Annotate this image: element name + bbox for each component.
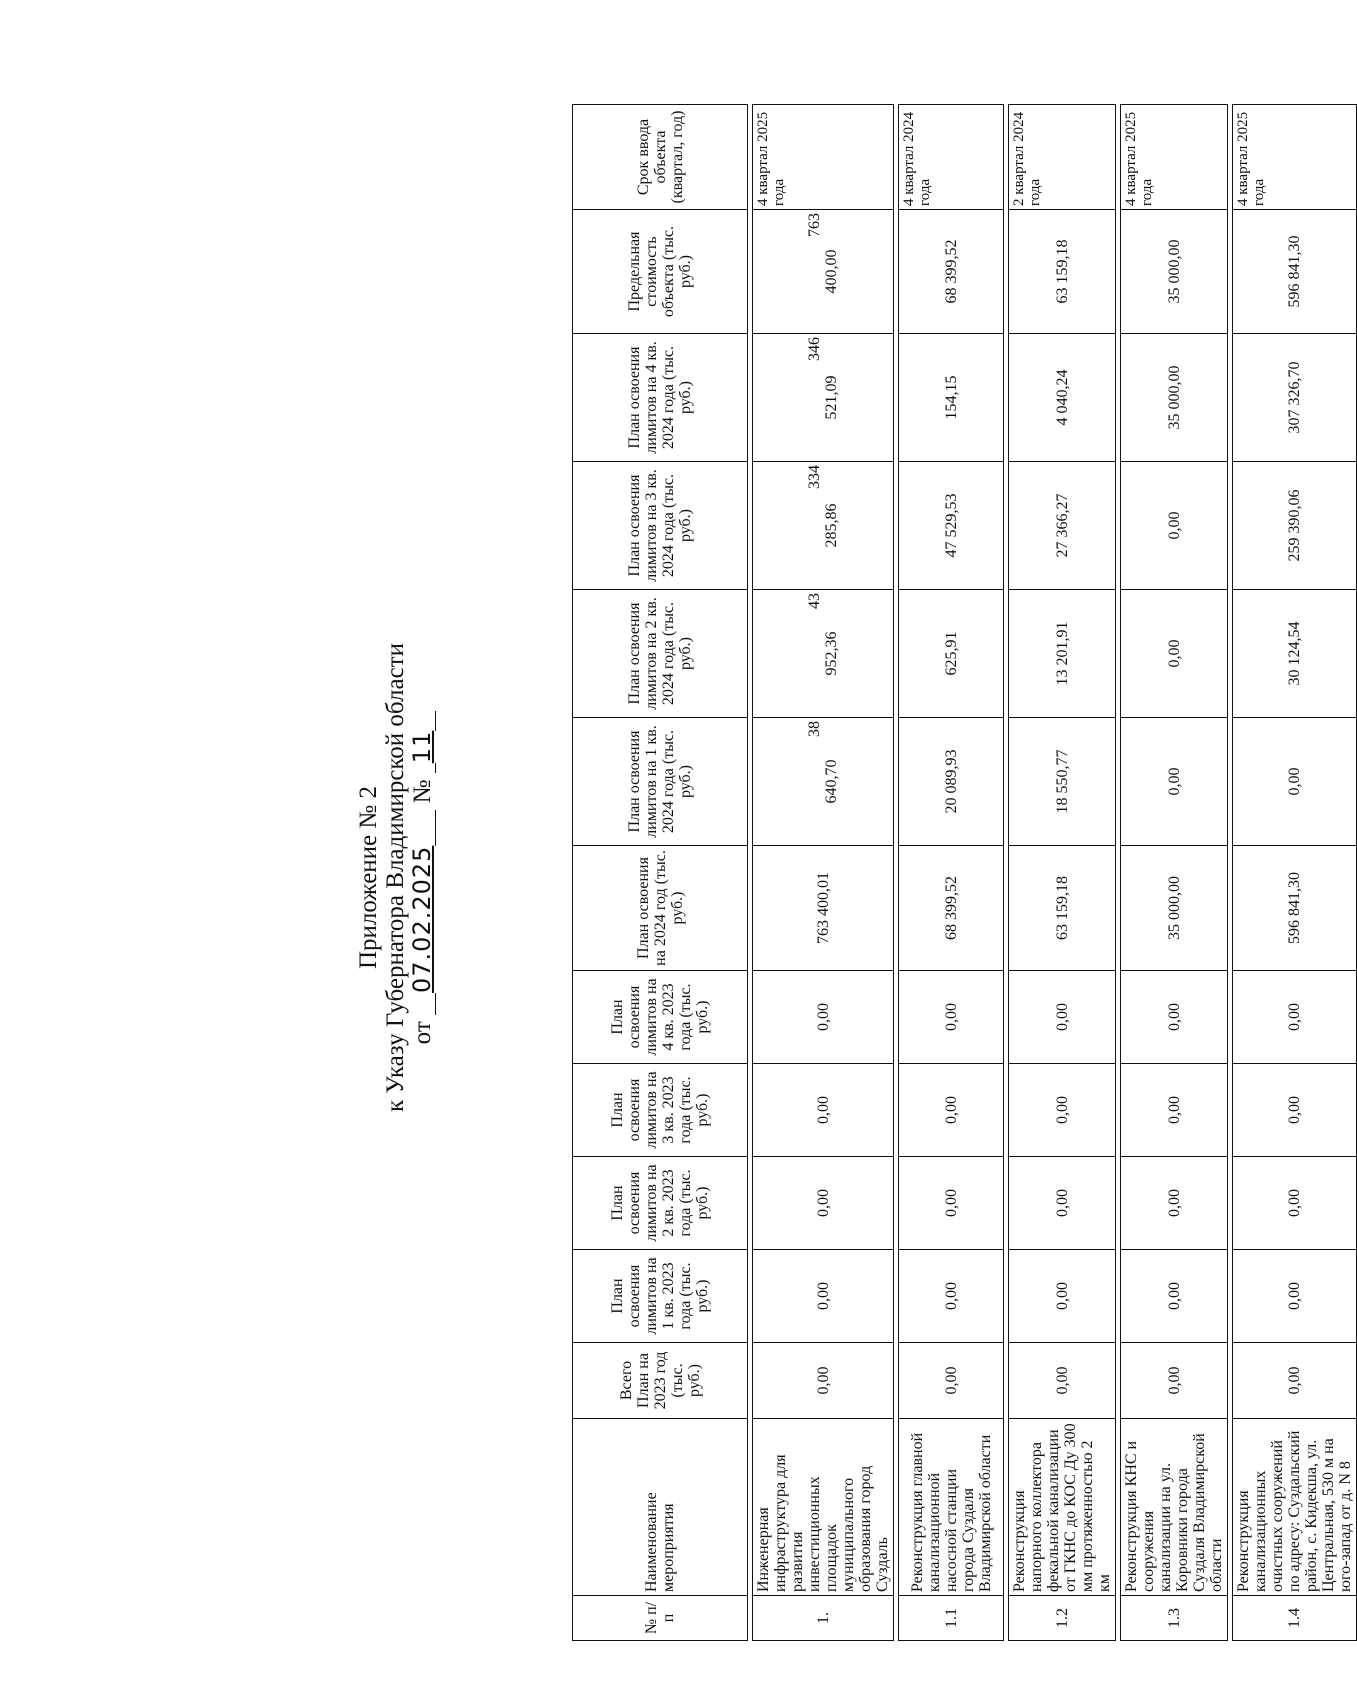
measure-name: Инженерная инфраструктура для развития инвестиционных площадок муниципального образования город Суздаль — [753, 1419, 894, 1596]
cell-q1-2024-part1: 38 — [806, 721, 823, 737]
cell-commissioning-term: 4 квартал 2025 года — [753, 105, 894, 210]
plan-table — [572, 104, 1357, 1641]
cell-q4-2024: 154,15 — [899, 334, 1004, 462]
table-row — [1233, 105, 1357, 1641]
cell-q3-2024: 47 529,53 — [899, 462, 1004, 590]
cell-q1-2023: 0,00 — [899, 1250, 1004, 1343]
cell-q1-2023: 0,00 — [753, 1250, 894, 1343]
appendix-title: Приложение № 2 — [355, 785, 382, 970]
row-number: 1. — [753, 1596, 894, 1641]
table-row — [1009, 105, 1116, 1641]
cell-q1-2024-part2: 640,70 — [823, 759, 840, 804]
cell-q4-2023: 0,00 — [1233, 971, 1357, 1064]
cell-q4-2024-part1: 346 — [806, 337, 823, 361]
column-header: План освоения лимитов на 3 кв. 2023 года (тыс. руб.) — [573, 1064, 748, 1157]
cell-total-2023: 0,00 — [1233, 1343, 1357, 1419]
cell-q3-2024: 259 390,06 — [1233, 462, 1357, 590]
cell-cost-limit-part1: 763 — [806, 213, 823, 237]
cell-cost-limit: 63 159,18 — [1009, 210, 1116, 334]
cell-q3-2023: 0,00 — [1233, 1064, 1357, 1157]
cell-q2-2024: 0,00 — [1121, 590, 1228, 718]
cell-q1-2024: 0,00 — [1233, 718, 1357, 846]
cell-cost-limit: 35 000,00 — [1121, 210, 1228, 334]
cell-cost-limit: 596 841,30 — [1233, 210, 1357, 334]
cell-q2-2023: 0,00 — [1233, 1157, 1357, 1250]
cell-cost-limit — [753, 210, 894, 334]
cell-commissioning-term: 4 квартал 2025 года — [1121, 105, 1228, 210]
decree-date-line — [409, 100, 436, 1655]
cell-plan-2024: 63 159,18 — [1009, 846, 1116, 971]
cell-q4-2024: 35 000,00 — [1121, 334, 1228, 462]
cell-q2-2023: 0,00 — [899, 1157, 1004, 1250]
cell-q1-2024: 0,00 — [1121, 718, 1228, 846]
cell-q2-2024: 30 124,54 — [1233, 590, 1357, 718]
cell-plan-2024: 763 400,01 — [753, 846, 894, 971]
decree-number: 11 — [408, 730, 436, 764]
cell-q1-2023: 0,00 — [1233, 1250, 1357, 1343]
cell-q3-2024: 0,00 — [1121, 462, 1228, 590]
cell-total-2023: 0,00 — [753, 1343, 894, 1419]
cell-total-2023: 0,00 — [1009, 1343, 1116, 1419]
cell-plan-2024: 35 000,00 — [1121, 846, 1228, 971]
number-prefix: № — [409, 779, 436, 804]
row-number: 1.1 — [899, 1596, 1004, 1641]
table-row — [899, 105, 1004, 1641]
cell-q2-2024-part1: 43 — [806, 593, 823, 609]
measure-name: Реконструкция канализационных очистных сооружений по адресу: Суздальский район, с. Кидекша, ул. Центральная, 530 м на юго-запад от д. N 8 — [1233, 1419, 1357, 1596]
cell-commissioning-term: 2 квартал 2024 года — [1009, 105, 1116, 210]
column-header: План освоения лимитов на 3 кв. 2024 года (тыс. руб.) — [573, 462, 748, 590]
cell-q2-2023: 0,00 — [753, 1157, 894, 1250]
number-underline-right — [413, 711, 436, 731]
appendix-subtitle: к Указу Губернатора Владимирской области — [382, 643, 409, 1113]
column-header: Наименование мероприятия — [573, 1419, 748, 1596]
cell-q4-2023: 0,00 — [1121, 971, 1228, 1064]
decree-date: 07.02.2025 — [408, 845, 436, 993]
column-header: План освоения лимитов на 2 кв. 2024 года (тыс. руб.) — [573, 590, 748, 718]
column-header: Всего План на 2023 год (тыс. руб.) — [573, 1343, 748, 1419]
row-number: 1.3 — [1121, 1596, 1228, 1641]
date-underline-left — [413, 993, 436, 1015]
column-header: План освоения лимитов на 2 кв. 2023 года (тыс. руб.) — [573, 1157, 748, 1250]
cell-total-2023: 0,00 — [1121, 1343, 1228, 1419]
cell-q2-2024-part2: 952,36 — [823, 631, 840, 676]
date-underline-right — [413, 810, 436, 846]
column-header: № п/п — [573, 1596, 748, 1641]
cell-cost-limit-part2: 400,00 — [823, 249, 840, 294]
column-header: План освоения лимитов на 4 кв. 2024 года (тыс. руб.) — [573, 334, 748, 462]
measure-name: Реконструкция КНС и сооружения канализации на ул. Коровники города Суздаля Владимирской области — [1121, 1419, 1228, 1596]
cell-q3-2023: 0,00 — [899, 1064, 1004, 1157]
cell-total-2023: 0,00 — [899, 1343, 1004, 1419]
cell-q4-2024: 307 326,70 — [1233, 334, 1357, 462]
column-header: План освоения лимитов на 1 кв. 2023 года (тыс. руб.) — [573, 1250, 748, 1343]
cell-q4-2024: 4 040,24 — [1009, 334, 1116, 462]
table-row — [753, 105, 894, 1641]
cell-plan-2024: 68 399,52 — [899, 846, 1004, 971]
cell-commissioning-term: 4 квартал 2025 года — [1233, 105, 1357, 210]
cell-q1-2023: 0,00 — [1009, 1250, 1116, 1343]
cell-q2-2024: 625,91 — [899, 590, 1004, 718]
column-header: Срок ввода объекта (квартал, год) — [573, 105, 748, 210]
cell-q2-2023: 0,00 — [1009, 1157, 1116, 1250]
cell-commissioning-term: 4 квартал 2024 года — [899, 105, 1004, 210]
cell-q3-2023: 0,00 — [1009, 1064, 1116, 1157]
cell-q3-2024-part2: 285,86 — [823, 503, 840, 548]
cell-q3-2023: 0,00 — [753, 1064, 894, 1157]
cell-q2-2024 — [753, 590, 894, 718]
cell-q4-2024 — [753, 334, 894, 462]
cell-q3-2024 — [753, 462, 894, 590]
date-prefix: от — [409, 1021, 436, 1045]
cell-cost-limit: 68 399,52 — [899, 210, 1004, 334]
cell-q1-2024: 18 550,77 — [1009, 718, 1116, 846]
table-header-row — [573, 105, 748, 1641]
cell-q3-2024-part1: 334 — [806, 465, 823, 489]
row-number: 1.2 — [1009, 1596, 1116, 1641]
cell-plan-2024: 596 841,30 — [1233, 846, 1357, 971]
column-header: Предельная стоимость объекта (тыс. руб.) — [573, 210, 748, 334]
row-number: 1.4 — [1233, 1596, 1357, 1641]
number-underline-left — [413, 763, 436, 773]
cell-q1-2023: 0,00 — [1121, 1250, 1228, 1343]
cell-q1-2024: 20 089,93 — [899, 718, 1004, 846]
cell-q3-2023: 0,00 — [1121, 1064, 1228, 1157]
cell-q2-2023: 0,00 — [1121, 1157, 1228, 1250]
cell-q4-2024-part2: 521,09 — [823, 375, 840, 420]
column-header: План освоения на 2024 год (тыс. руб.) — [573, 846, 748, 971]
column-header: План освоения лимитов на 1 кв. 2024 года (тыс. руб.) — [573, 718, 748, 846]
measure-name: Реконструкция напорного коллектора фекальной канализации от ГКНС до КОС Ду 300 мм протяженностью 2 км — [1009, 1419, 1116, 1596]
cell-q4-2023: 0,00 — [1009, 971, 1116, 1064]
cell-q2-2024: 13 201,91 — [1009, 590, 1116, 718]
cell-q4-2023: 0,00 — [753, 971, 894, 1064]
rotated-page-content — [355, 100, 1354, 1655]
cell-q4-2023: 0,00 — [899, 971, 1004, 1064]
column-header: План освоения лимитов на 4 кв. 2023 года (тыс. руб.) — [573, 971, 748, 1064]
cell-q1-2024 — [753, 718, 894, 846]
document-header — [355, 100, 505, 1655]
measure-name: Реконструкция главной канализационной насосной станции города Суздаля Владимирской области — [899, 1419, 1004, 1596]
table-row — [1121, 105, 1228, 1641]
cell-q3-2024: 27 366,27 — [1009, 462, 1116, 590]
